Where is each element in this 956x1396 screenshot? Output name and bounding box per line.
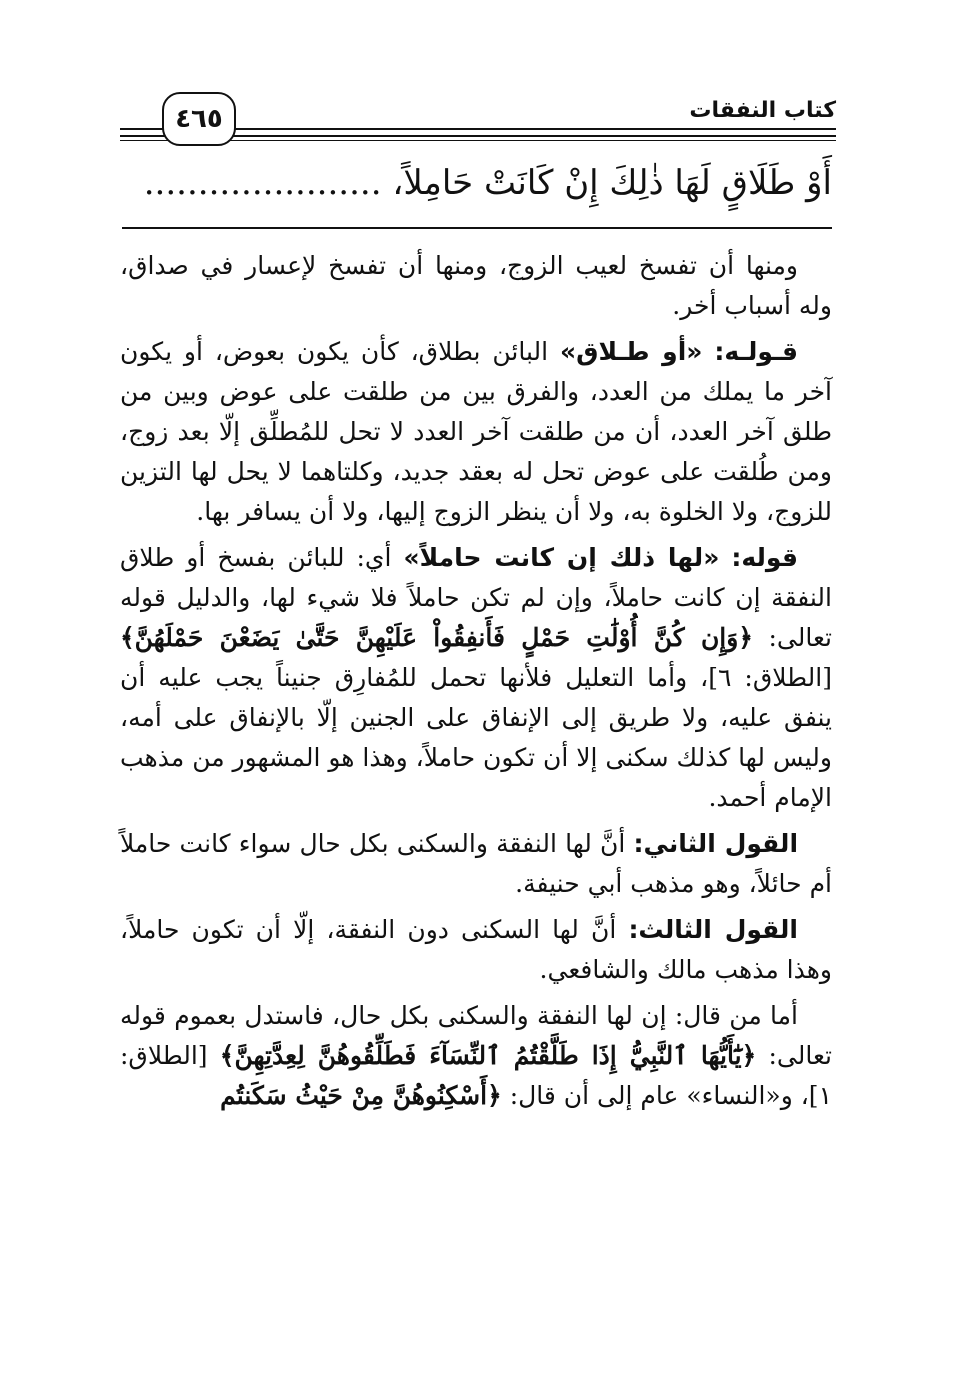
- paragraph-text: أنَّ لها النفقة والسكنى بكل حال سواء كانت حاملاً أم حائلاً، وهو مذهب أبي حنيفة.: [120, 829, 832, 898]
- paragraph-label: القول الثالث:: [628, 915, 799, 944]
- quran-verse: ﴿يَٰٓأَيُّهَا ٱلنَّبِيُّ إِذَا طَلَّقْتُمُ ٱلنِّسَآءَ فَطَلِّقُوهُنَّ لِعِدَّتِهِنَّ﴾: [219, 1041, 757, 1070]
- quran-verse: ﴿وَإِن كُنَّ أُوْلَٰتِ حَمْلٍ فَأَنفِقُواْ عَلَيْهِنَّ حَتَّىٰ يَضَعْنَ حَمْلَهُنَّ﴾: [120, 623, 753, 652]
- matn-quote: «أو طـلاق»: [559, 337, 703, 366]
- separator-rule: [122, 227, 832, 229]
- quran-verse: ﴿أَسْكِنُوهُنَّ مِنْ حَيْثُ سَكَنتُم: [220, 1081, 502, 1110]
- matn-dots: ......................: [143, 163, 382, 203]
- book-title: كتاب النفقات: [689, 98, 836, 123]
- paragraph-text: أما من قال: إن لها النفقة والسكنى بكل حال، فاستدل بعموم قوله تعالى:: [120, 1001, 832, 1070]
- paragraph: [120, 910, 832, 990]
- page-number: ٤٦٥: [162, 92, 236, 146]
- paragraph: [120, 538, 832, 818]
- matn-quote: «لها ذلك إن كانت حاملاً»: [403, 543, 720, 572]
- paragraph: [120, 824, 832, 904]
- paragraph-label: قوله:: [731, 543, 798, 572]
- paragraph-label: قـولـه:: [714, 337, 799, 366]
- paragraph-text: [الطلاق: ٦]، وأما التعليل فلأنها تحمل للمُفارِق جنيناً يجب عليه أن ينفق عليه، ولا طريق إلى الإنفاق على الجنين إلّا بالإنفاق على أمه، وليس لها كذلك سكنى إلا أن تكون حاملاً، وهذا هو المشهور من مذهب الإمام أحمد.: [120, 663, 832, 812]
- paragraph-text: أي: للبائن بفسخ أو طلاق النفقة إن كانت حاملاً، وإن لم تكن حاملاً فلا شيء لها، والدليل قوله تعالى:: [120, 543, 832, 652]
- paragraph: [120, 332, 832, 532]
- paragraph-text: [الطلاق: ١]، و«النساء» عام إلى أن قال:: [120, 1041, 832, 1110]
- commentary-body: [120, 246, 832, 1122]
- running-header: [120, 80, 836, 160]
- paragraph-text: البائن بطلاق، كأن يكون بعوض، أو يكون آخر ما يملك من العدد، والفرق بين من طلقت على عوض وبين من طلق آخر العدد، أن من طلقت آخر العدد لا تحل للمُطلِّق إلّا بعد زوج، ومن طُلقت على عوض تحل له بعقد جديد، وكلتاهما لا يحل لها التزين للزوج، ولا الخلوة به، ولا أن ينظر الزوج إليها، ولا أن يسافر بها.: [120, 337, 832, 526]
- paragraph-label: القول الثاني:: [633, 829, 799, 858]
- paragraph: [120, 246, 832, 326]
- paragraph: [120, 996, 832, 1116]
- matn-line: أَوْ طَلَاقٍ لَهَا ذٰلِكَ إِنْ كَانَتْ حَامِلاً،: [392, 163, 832, 203]
- paragraph-text: ومنها أن تفسخ لعيب الزوج، ومنها أن تفسخ لإعسار في صداق، وله أسباب أخر.: [120, 251, 832, 320]
- paragraph-text: أنَّ لها السكنى دون النفقة، إلّا أن تكون حاملاً، وهذا مذهب مالك والشافعي.: [120, 915, 832, 984]
- matn-text: [122, 158, 832, 208]
